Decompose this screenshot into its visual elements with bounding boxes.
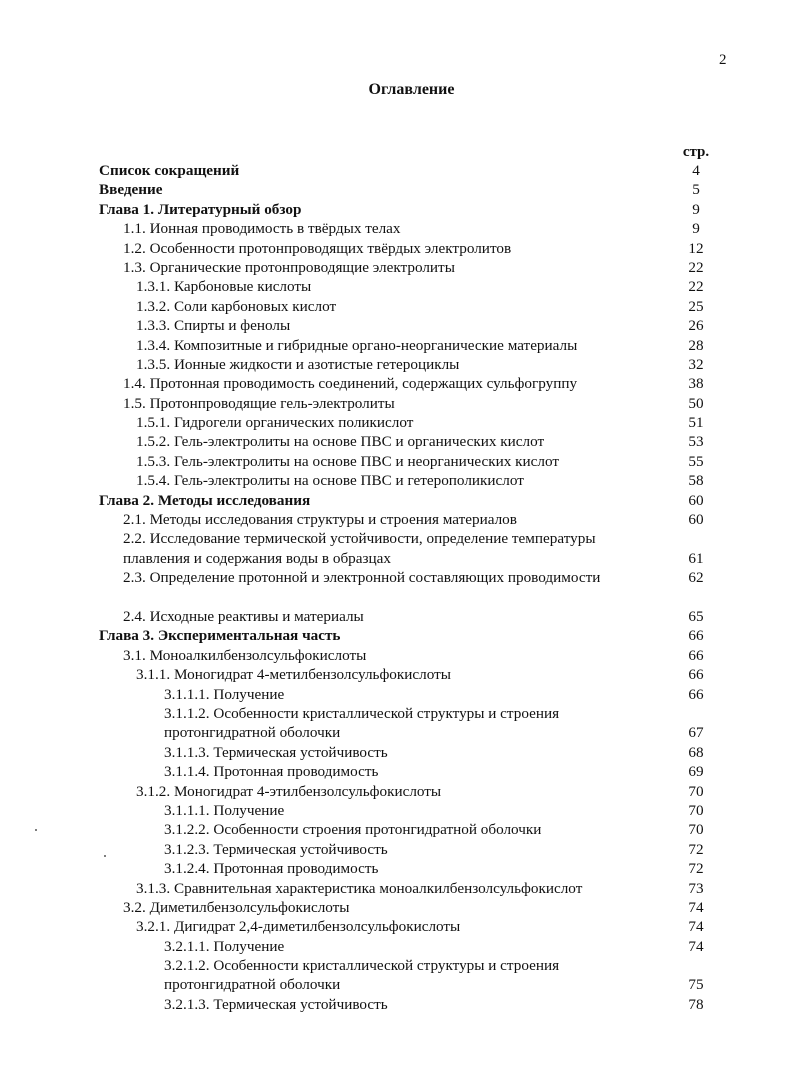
toc-entry-page: 22 xyxy=(688,258,704,276)
toc-entry-page: 65 xyxy=(688,608,704,626)
toc-entry xyxy=(0,782,793,801)
toc-entry xyxy=(0,743,793,762)
toc-entry xyxy=(0,355,793,374)
toc-entry xyxy=(0,762,793,781)
toc-entry-page: 66 xyxy=(688,666,704,684)
toc-entry-label: 1.3. Органические протонпроводящие электролиты xyxy=(123,258,455,276)
toc-entry-page: 72 xyxy=(688,840,704,858)
toc-entry-label: 3.2.1.2. Особенности кристаллической структуры и строения протонгидратной оболочки xyxy=(164,957,560,994)
toc-entry xyxy=(0,277,793,296)
toc-entry-label: Глава 1. Литературный обзор xyxy=(99,200,302,218)
toc-entry-label: 3.1.1.1. Получение xyxy=(164,685,285,703)
toc-entry-label: 1.3.3. Спирты и фенолы xyxy=(136,317,291,335)
toc-entry xyxy=(0,879,793,898)
toc-entry-page: 75 xyxy=(688,976,704,994)
toc-entry xyxy=(0,219,793,238)
toc-entry-label: Список сокращений xyxy=(99,162,240,179)
toc-entry xyxy=(0,704,793,743)
toc-entry-page: 12 xyxy=(688,239,704,257)
toc-entry-label: 3.1. Моноалкилбензолсульфокислоты xyxy=(123,646,367,664)
toc-entry xyxy=(0,956,793,995)
toc-entry-page: 66 xyxy=(688,685,704,703)
page-title: Оглавление xyxy=(368,81,455,98)
toc-entry-page: 60 xyxy=(688,491,704,509)
toc-entry-page: 74 xyxy=(688,937,704,955)
toc-entry-page: 78 xyxy=(688,995,704,1013)
toc-entry-page: 70 xyxy=(688,782,704,800)
toc-entry xyxy=(0,937,793,956)
toc-entry-page: 73 xyxy=(688,879,704,897)
toc-entry-label: 1.2. Особенности протонпроводящих твёрдых электролитов xyxy=(123,239,512,257)
toc-entry xyxy=(0,646,793,665)
toc-entry xyxy=(0,898,793,917)
toc-entry-page: 9 xyxy=(692,220,700,238)
toc-entry-label: 3.1.2.4. Протонная проводимость xyxy=(164,860,379,878)
toc-entry-page: 5 xyxy=(692,181,700,199)
scan-speck xyxy=(104,855,106,857)
toc-entry xyxy=(0,510,793,529)
toc-entry xyxy=(0,665,793,684)
toc-entry-page: 38 xyxy=(688,375,704,393)
toc-entry-page: 53 xyxy=(688,433,704,451)
toc-entry-label: 3.2.1.3. Термическая устойчивость xyxy=(164,995,388,1013)
toc-entry-page: 66 xyxy=(688,627,704,645)
toc-entry xyxy=(0,200,793,219)
toc-entry-page: 28 xyxy=(688,336,704,354)
toc-entry-label: 3.1.2.3. Термическая устойчивость xyxy=(164,840,388,858)
toc-entry-page: 66 xyxy=(688,646,704,664)
toc-entry xyxy=(0,239,793,258)
toc-entry-page: 74 xyxy=(688,918,704,936)
toc-entry-label: Глава 2. Методы исследования xyxy=(99,491,311,509)
toc-entry xyxy=(0,316,793,335)
toc-entry-page: 62 xyxy=(688,569,704,587)
toc-entry xyxy=(0,626,793,645)
toc-entry xyxy=(0,258,793,277)
toc-entry xyxy=(0,394,793,413)
toc-entry-page: 51 xyxy=(688,414,704,432)
toc-entry xyxy=(0,840,793,859)
toc-entry-label: 3.1.3. Сравнительная характеристика моноалкилбензолсульфокислот xyxy=(136,879,583,897)
toc-entry-page: 50 xyxy=(688,394,704,412)
toc-entry-label: 3.2.1. Дигидрат 2,4-диметилбензолсульфокислоты xyxy=(136,918,461,936)
toc-entry-label: 3.1.1. Моногидрат 4-метилбензолсульфокислоты xyxy=(136,666,451,684)
toc-entry-page: 25 xyxy=(688,297,704,315)
toc-entry xyxy=(0,529,793,568)
toc-entry xyxy=(0,917,793,936)
toc-entry xyxy=(0,336,793,355)
toc-entry-label: Введение xyxy=(99,181,163,199)
toc-entry-page: 9 xyxy=(692,200,700,218)
toc-entry-label: 1.3.2. Соли карбоновых кислот xyxy=(136,297,337,315)
toc-entry-page: 26 xyxy=(688,317,704,335)
toc-entry-label: 1.3.1. Карбоновые кислоты xyxy=(136,278,312,296)
toc-entry xyxy=(0,859,793,878)
toc-entry-label: 3.1.2.2. Особенности строения протонгидратной оболочки xyxy=(164,821,542,839)
toc-entry xyxy=(0,180,793,199)
toc-entry-label: 1.1. Ионная проводимость в твёрдых телах xyxy=(123,220,401,238)
toc-entry xyxy=(0,452,793,471)
toc-entry-page: 58 xyxy=(688,472,704,490)
toc-entry xyxy=(0,432,793,451)
toc-entry-label: 1.5.3. Гель-электролиты на основе ПВС и неорганических кислот xyxy=(136,452,559,470)
toc-entry-page: 68 xyxy=(688,743,704,761)
toc-entry-label: 2.4. Исходные реактивы и материалы xyxy=(123,608,364,626)
toc-entry-page: 61 xyxy=(688,549,704,567)
toc-entry-page: 60 xyxy=(688,511,704,529)
toc-entry-label: 3.2. Диметилбензолсульфокислоты xyxy=(123,898,350,916)
toc-entry-page: 69 xyxy=(688,763,704,781)
toc-entry-page: 70 xyxy=(688,801,704,819)
toc-entry-label: 1.3.5. Ионные жидкости и азотистые гетероциклы xyxy=(136,355,460,373)
toc-entry-label: 1.5. Протонпроводящие гель-электролиты xyxy=(123,394,395,412)
toc-entry xyxy=(0,471,793,490)
toc-entry-label: 1.3.4. Композитные и гибридные органо-неорганические материалы xyxy=(136,336,578,354)
toc-entry-label: 3.1.2. Моногидрат 4-этилбензолсульфокислоты xyxy=(136,782,442,800)
toc-entry xyxy=(0,374,793,393)
toc-entry-page: 32 xyxy=(688,355,704,373)
toc-entry-page: 4 xyxy=(692,162,700,179)
toc-entry-label: 3.1.1.4. Протонная проводимость xyxy=(164,763,379,781)
toc-entry-label: 1.5.4. Гель-электролиты на основе ПВС и гетерополикислот xyxy=(136,472,524,490)
toc-entry xyxy=(0,161,793,180)
toc-entry-page: 70 xyxy=(688,821,704,839)
toc-entry-label: 2.2. Исследование термической устойчивости, определение температуры плавления и содержания воды в образцах xyxy=(123,530,596,567)
toc-entry-label: Глава 3. Экспериментальная часть xyxy=(99,627,341,645)
toc-entry-label: 1.5.1. Гидрогели органических поликислот xyxy=(136,414,414,432)
toc-entry-label: 1.4. Протонная проводимость соединений, содержащих сульфогруппу xyxy=(123,375,578,393)
toc-entry xyxy=(0,607,793,626)
page-number: 2 xyxy=(719,52,727,68)
toc-entry xyxy=(0,491,793,510)
toc-entry xyxy=(0,995,793,1014)
toc-entry-page: 22 xyxy=(688,278,704,296)
toc-entry-page: 72 xyxy=(688,860,704,878)
toc-entry-label: 3.1.1.2. Особенности кристаллической структуры и строения протонгидратной оболочки xyxy=(164,704,560,742)
toc-entry-label: 3.1.1.1. Получение xyxy=(164,801,285,819)
toc-entry-label: 2.1. Методы исследования структуры и строения материалов xyxy=(123,511,517,529)
page-column-header: стр. xyxy=(682,144,710,160)
toc-entry-label: 2.3. Определение протонной и электронной составляющих проводимости xyxy=(123,569,601,587)
toc-entry xyxy=(0,685,793,704)
toc-entry xyxy=(0,820,793,839)
toc-entry xyxy=(0,297,793,316)
toc-entry-page: 67 xyxy=(688,724,704,742)
toc-entry-label: 3.1.1.3. Термическая устойчивость xyxy=(164,743,388,761)
toc-entry xyxy=(0,801,793,820)
table-of-contents xyxy=(0,161,793,1014)
toc-entry-label: 3.2.1.1. Получение xyxy=(164,937,285,955)
toc-entry-page: 74 xyxy=(688,898,704,916)
toc-entry xyxy=(0,413,793,432)
toc-entry xyxy=(0,568,793,607)
toc-entry-page: 55 xyxy=(688,452,704,470)
scan-speck xyxy=(35,829,37,831)
toc-entry-label: 1.5.2. Гель-электролиты на основе ПВС и органических кислот xyxy=(136,433,545,451)
